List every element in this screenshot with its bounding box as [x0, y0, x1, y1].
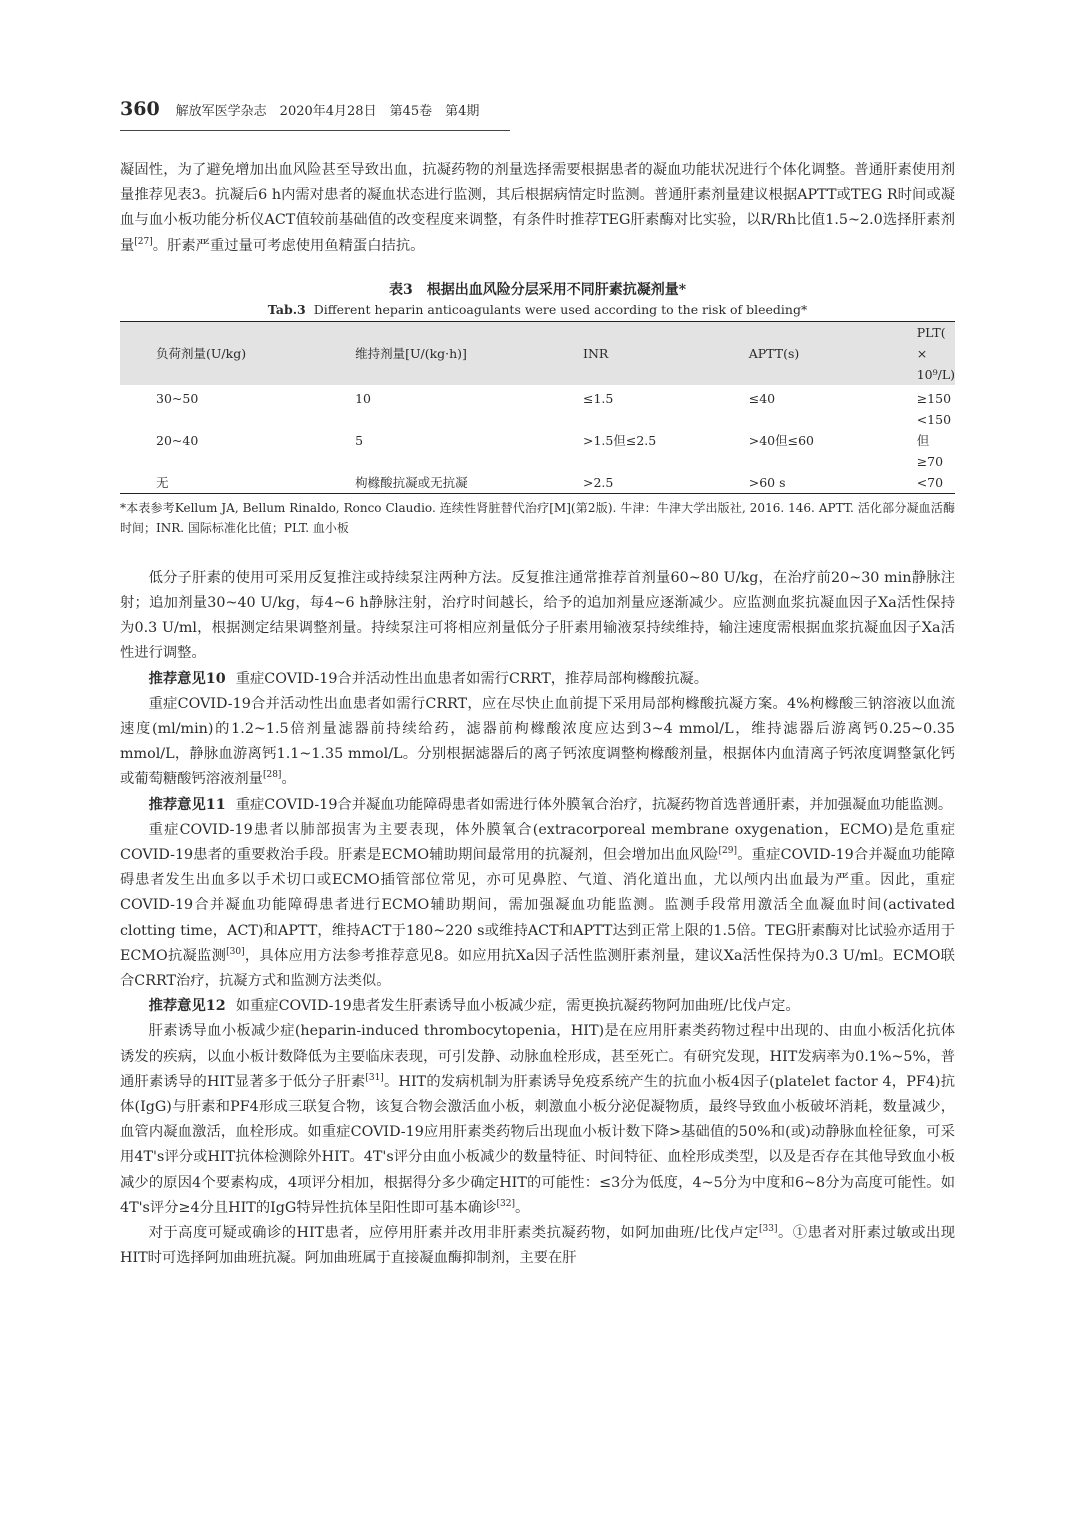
- paragraph: 重症COVID-19患者以肺部损害为主要表现，体外膜氧合(extracorporeal membrane oxygenation，ECMO)是危重症COVID-19患者的重要救治手段。肝素是ECMO辅助期间最常用的抗凝剂，但会增加出血风险[29]。重症COVID-19合并凝血功能障碍患者发生出血多以手术切口或ECMO插管部位常见，亦可见鼻腔、气道、消化道出血，尤以颅内出血最为严重。因此，重症COVID-19合并凝血功能障碍患者进行ECMO辅助期间，需加强凝血功能监测。监测手段常用激活全血凝血时间(activated clotting time，ACT)和APTT，维持ACT于180~220 s或维持ACT和APTT达到正常上限的1.5倍。TEG肝素酶对比试验亦适用于ECMO抗凝监测[30]，具体应用方法参考推荐意见8。如应用抗Xa因子活性监测肝素剂量，建议Xa活性保持为0.3 U/ml。ECMO联合CRRT治疗，抗凝方式和监测方法类似。: [120, 821, 955, 990]
- table-row: [120, 385, 955, 409]
- table-cell: >1.5但≤2.5: [583, 432, 657, 448]
- paragraph: 低分子肝素的使用可采用反复推注或持续泵注两种方法。反复推注通常推荐首剂量60~80 U/kg，在治疗前20~30 min静脉注射；追加剂量30~40 U/kg，每4~6 h静脉注射，治疗时间越长，给予的追加剂量应逐渐减少。应监测血浆抗凝血因子Xa活性保持为0.3 U/ml，根据测定结果调整剂量。持续泵注可将相应剂量低分子肝素用输液泵持续维持，输注速度需根据血浆抗凝血因子Xa活性进行调整。: [120, 569, 955, 662]
- paragraph: 对于高度可疑或确诊的HIT患者，应停用肝素并改用非肝素类抗凝药物，如阿加曲班/比伐卢定[33]。①患者对肝素过敏或出现HIT时可选择阿加曲班抗凝。阿加曲班属于直接凝血酶抑制剂，主要在肝: [120, 1224, 956, 1267]
- table-cell: ≤40: [748, 390, 776, 406]
- article-body: [120, 158, 955, 1272]
- page-number: 360: [120, 98, 160, 120]
- table-cell: 10: [355, 390, 371, 406]
- citation-27[interactable]: [27]: [134, 236, 153, 247]
- recommendation-10: 推荐意见10 重症COVID-19合并活动性出血患者如需行CRRT，推荐局部枸橼酸抗凝。: [148, 670, 708, 687]
- table-header-cell: 负荷剂量(U/kg): [120, 321, 319, 385]
- table-header-row: [120, 321, 955, 385]
- citation-28[interactable]: [28]: [262, 770, 282, 781]
- citation-29[interactable]: [29]: [718, 846, 738, 857]
- table-caption-cn: 表3 根据出血风险分层采用不同肝素抗凝剂量*: [388, 281, 687, 298]
- table-cell: <150但≥70: [916, 411, 952, 469]
- table-footnote: *本表参考Kellum JA, Bellum Rinaldo, Ronco Claudio. 连续性肾脏替代治疗[M](第2版). 牛津：牛津大学出版社, 2016. 146. APTT. 活化部分凝血活酶时间；INR. 国际标准化比值；PLT. 血小板: [120, 500, 955, 535]
- recommendation-11: 推荐意见11 重症COVID-19合并凝血功能障碍患者如需进行体外膜氧合治疗，抗凝药物首选普通肝素，并加强凝血功能监测。: [148, 796, 953, 813]
- recommendation-label: 推荐意见12: [148, 998, 226, 1015]
- paragraph-continued: 凝固性，为了避免增加出血风险甚至导致出血，抗凝药物的剂量选择需要根据患者的凝血功能状况进行个体化调整。普通肝素使用剂量推荐见表3。抗凝后6 h内需对患者的凝血状态进行监测，其后根据病情定时监测。普通肝素剂量建议根据APTT或TEG R时间或凝血与血小板功能分析仪ACT值较前基础值的改变程度来调整，有条件时推荐TEG肝素酶对比实验，以R/Rh比值1.5~2.0选择肝素剂量[27]。肝素严重过量可考虑使用鱼精蛋白拮抗。: [120, 162, 955, 254]
- table-cell: 5: [355, 432, 364, 448]
- citation-33[interactable]: [33]: [759, 1224, 778, 1235]
- table-cell: <70: [916, 474, 944, 490]
- table-header-cell: APTT(s): [713, 321, 881, 385]
- citation-31[interactable]: [31]: [365, 1073, 384, 1084]
- paragraph: 重症COVID-19合并活动性出血患者如需行CRRT，应在尽快止血前提下采用局部枸橼酸抗凝方案。4%枸橼酸三钠溶液以血流速度(ml/min)的1.2~1.5倍剂量滤器前持续给药，滤器前枸橼酸浓度应达到3~4 mmol/L，维持滤器后游离钙0.25~0.35 mmol/L，静脉血游离钙1.1~1.35 mmol/L。分别根据滤器后的离子钙浓度调整枸橼酸剂量，根据体内血清离子钙浓度调整氯化钙或葡萄糖酸钙溶液剂量[28]。: [120, 695, 955, 788]
- table-cell: 30~50: [156, 390, 199, 406]
- recommendation-12: 推荐意见12 如重症COVID-19患者发生肝素诱导血小板减少症，需更换抗凝药物阿加曲班/比伐卢定。: [148, 998, 800, 1015]
- table-header-cell: PLT( × 10⁹/L): [881, 321, 955, 385]
- table-cell: >40但≤60: [748, 432, 814, 448]
- table-cell: ≤1.5: [583, 390, 614, 406]
- recommendation-label: 推荐意见10: [148, 670, 226, 687]
- paragraph: 肝素诱导血小板减少症(heparin-induced thrombocytopenia，HIT)是在应用肝素类药物过程中出现的、由血小板活化抗体诱发的疾病，以血小板计数降低为主要临床表现，可引发静、动脉血栓形成，甚至死亡。有研究发现，HIT发病率为0.1%~5%，普通肝素诱导的HIT显著多于低分子肝素[31]。HIT的发病机制为肝素诱导免疫系统产生的抗血小板4因子(platelet factor 4，PF4)抗体(IgG)与肝素和PF4形成三联复合物，该复合物会激活血小板，刺激血小板分泌促凝物质，最终导致血小板破坏消耗，数量减少，血管内凝血激活，血栓形成。如重症COVID-19应用肝素类药物后出现血小板计数下降>基础值的50%和(或)动静脉血栓征象，可采用4T's评分或HIT抗体检测除外HIT。4T's评分由血小板减少的数量特征、时间特征、血栓形成类型，以及是否存在其他导致血小板减少的原因4个要素构成，4项评分相加，根据得分多少确定HIT的可能性：≤3分为低度，4~5分为中度和6~8分为高度可能性。如4T's评分≥4分且HIT的IgG特异性抗体呈阳性即可基本确诊[32]。: [120, 1023, 955, 1216]
- running-header: [120, 98, 510, 131]
- recommendation-label: 推荐意见11: [148, 796, 226, 813]
- table-row: [120, 409, 955, 472]
- table-header-cell: 维持剂量[U/(kg·h)]: [319, 321, 547, 385]
- journal-citation: 解放军医学杂志 2020年4月28日 第45卷 第4期: [175, 104, 480, 119]
- table-cell: 无: [156, 474, 169, 490]
- citation-32[interactable]: [32]: [496, 1199, 515, 1210]
- table-header-cell: INR: [547, 321, 713, 385]
- table-cell: >2.5: [583, 474, 614, 490]
- table-cell: 20~40: [156, 432, 199, 448]
- table-cell: 枸橼酸抗凝或无抗凝: [355, 474, 468, 490]
- table-row: [120, 472, 955, 494]
- table-caption-en: Tab.3 Different heparin anticoagulants were used according to the risk of bleeding*: [267, 301, 808, 317]
- heparin-dose-table: [120, 321, 955, 494]
- citation-30[interactable]: [30]: [226, 947, 245, 958]
- table-cell: ≥150: [916, 390, 952, 406]
- table-cell: >60 s: [748, 474, 786, 490]
